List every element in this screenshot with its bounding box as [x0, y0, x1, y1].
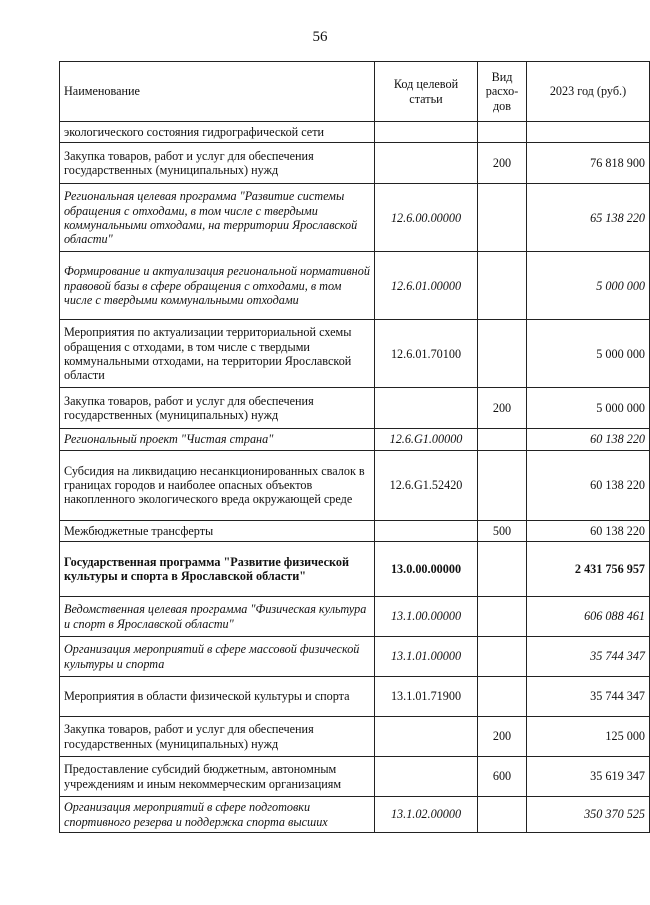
- row-type-cell: 200: [478, 717, 527, 757]
- row-type-cell: [478, 252, 527, 320]
- row-name-cell: экологического состояния гидрографической сети: [60, 122, 375, 143]
- row-amount-cell: 35 619 347: [527, 757, 650, 797]
- row-amount-cell: [527, 122, 650, 143]
- row-amount-cell: 35 744 347: [527, 637, 650, 677]
- row-code-cell: 13.1.02.00000: [375, 797, 478, 833]
- table-header-row: [60, 62, 650, 122]
- row-code-cell: [375, 122, 478, 143]
- table-row: [60, 797, 650, 833]
- row-type-cell: 500: [478, 520, 527, 541]
- row-name-cell: Межбюджетные трансферты: [60, 520, 375, 541]
- row-amount-cell: 350 370 525: [527, 797, 650, 833]
- table-row: [60, 757, 650, 797]
- row-amount-cell: 5 000 000: [527, 388, 650, 429]
- row-type-cell: [478, 184, 527, 252]
- header-amount: 2023 год (руб.): [527, 62, 650, 122]
- row-amount-cell: 125 000: [527, 717, 650, 757]
- row-name-cell: Формирование и актуализация региональной нормативной правовой базы в сфере обращения с отходами, в том числе с твердыми коммунальными отходами: [60, 252, 375, 320]
- row-name-cell: Региональная целевая программа "Развитие системы обращения с отходами, в том числе с твердыми коммунальными отходами, на территории Ярославской области": [60, 184, 375, 252]
- row-type-cell: [478, 542, 527, 597]
- row-name-cell: Закупка товаров, работ и услуг для обеспечения государственных (муниципальных) нужд: [60, 717, 375, 757]
- row-code-cell: 12.6.G1.52420: [375, 450, 478, 520]
- row-code-cell: 13.1.01.71900: [375, 677, 478, 717]
- row-name-cell: Предоставление субсидий бюджетным, автономным учреждениям и иным некоммерческим организациям: [60, 757, 375, 797]
- row-amount-cell: 5 000 000: [527, 320, 650, 388]
- row-code-cell: 13.1.01.00000: [375, 637, 478, 677]
- table-row: [60, 143, 650, 184]
- table-row: [60, 542, 650, 597]
- row-code-cell: 13.0.00.00000: [375, 542, 478, 597]
- row-type-cell: 600: [478, 757, 527, 797]
- header-type: Вид расхо-дов: [478, 62, 527, 122]
- row-name-cell: Региональный проект "Чистая страна": [60, 429, 375, 450]
- header-name: Наименование: [60, 62, 375, 122]
- table-row: [60, 677, 650, 717]
- row-code-cell: 12.6.01.00000: [375, 252, 478, 320]
- row-name-cell: Мероприятия в области физической культуры и спорта: [60, 677, 375, 717]
- row-amount-cell: 60 138 220: [527, 450, 650, 520]
- row-code-cell: [375, 757, 478, 797]
- row-type-cell: [478, 450, 527, 520]
- row-type-cell: [478, 122, 527, 143]
- table-row: [60, 597, 650, 637]
- table-row: [60, 320, 650, 388]
- row-amount-cell: 35 744 347: [527, 677, 650, 717]
- row-code-cell: [375, 520, 478, 541]
- row-code-cell: [375, 717, 478, 757]
- row-name-cell: Мероприятия по актуализации территориальной схемы обращения с отходами, в том числе с твердыми коммунальными отходами, на территории Ярославской области: [60, 320, 375, 388]
- row-code-cell: [375, 143, 478, 184]
- row-type-cell: [478, 320, 527, 388]
- budget-table: [59, 61, 650, 833]
- row-name-cell: Организация мероприятий в сфере массовой физической культуры и спорта: [60, 637, 375, 677]
- row-name-cell: Организация мероприятий в сфере подготовки спортивного резерва и поддержка спорта высших: [60, 797, 375, 833]
- row-amount-cell: 606 088 461: [527, 597, 650, 637]
- row-code-cell: [375, 388, 478, 429]
- row-code-cell: 13.1.00.00000: [375, 597, 478, 637]
- page-number: 56: [312, 29, 328, 45]
- table-row: [60, 184, 650, 252]
- table-row: [60, 637, 650, 677]
- table-row: [60, 520, 650, 541]
- row-name-cell: Субсидия на ликвидацию несанкционированных свалок в границах городов и наиболее опасных объектов накопленного экологического вреда окружающей среде: [60, 450, 375, 520]
- row-amount-cell: 76 818 900: [527, 143, 650, 184]
- row-name-cell: Закупка товаров, работ и услуг для обеспечения государственных (муниципальных) нужд: [60, 143, 375, 184]
- row-code-cell: 12.6.G1.00000: [375, 429, 478, 450]
- row-amount-cell: 2 431 756 957: [527, 542, 650, 597]
- table-row: [60, 252, 650, 320]
- row-type-cell: [478, 677, 527, 717]
- row-amount-cell: 60 138 220: [527, 520, 650, 541]
- table-row: [60, 450, 650, 520]
- table-row: [60, 429, 650, 450]
- row-type-cell: [478, 797, 527, 833]
- table-row: [60, 388, 650, 429]
- row-code-cell: 12.6.00.00000: [375, 184, 478, 252]
- row-amount-cell: 60 138 220: [527, 429, 650, 450]
- row-type-cell: 200: [478, 388, 527, 429]
- row-type-cell: [478, 637, 527, 677]
- header-code: Код целевой статьи: [375, 62, 478, 122]
- row-name-cell: Государственная программа "Развитие физической культуры и спорта в Ярославской области": [60, 542, 375, 597]
- row-amount-cell: 5 000 000: [527, 252, 650, 320]
- row-code-cell: 12.6.01.70100: [375, 320, 478, 388]
- table-row: [60, 122, 650, 143]
- row-amount-cell: 65 138 220: [527, 184, 650, 252]
- row-type-cell: [478, 597, 527, 637]
- row-name-cell: Закупка товаров, работ и услуг для обеспечения государственных (муниципальных) нужд: [60, 388, 375, 429]
- table-row: [60, 717, 650, 757]
- row-type-cell: [478, 429, 527, 450]
- row-type-cell: 200: [478, 143, 527, 184]
- row-name-cell: Ведомственная целевая программа "Физическая культура и спорт в Ярославской области": [60, 597, 375, 637]
